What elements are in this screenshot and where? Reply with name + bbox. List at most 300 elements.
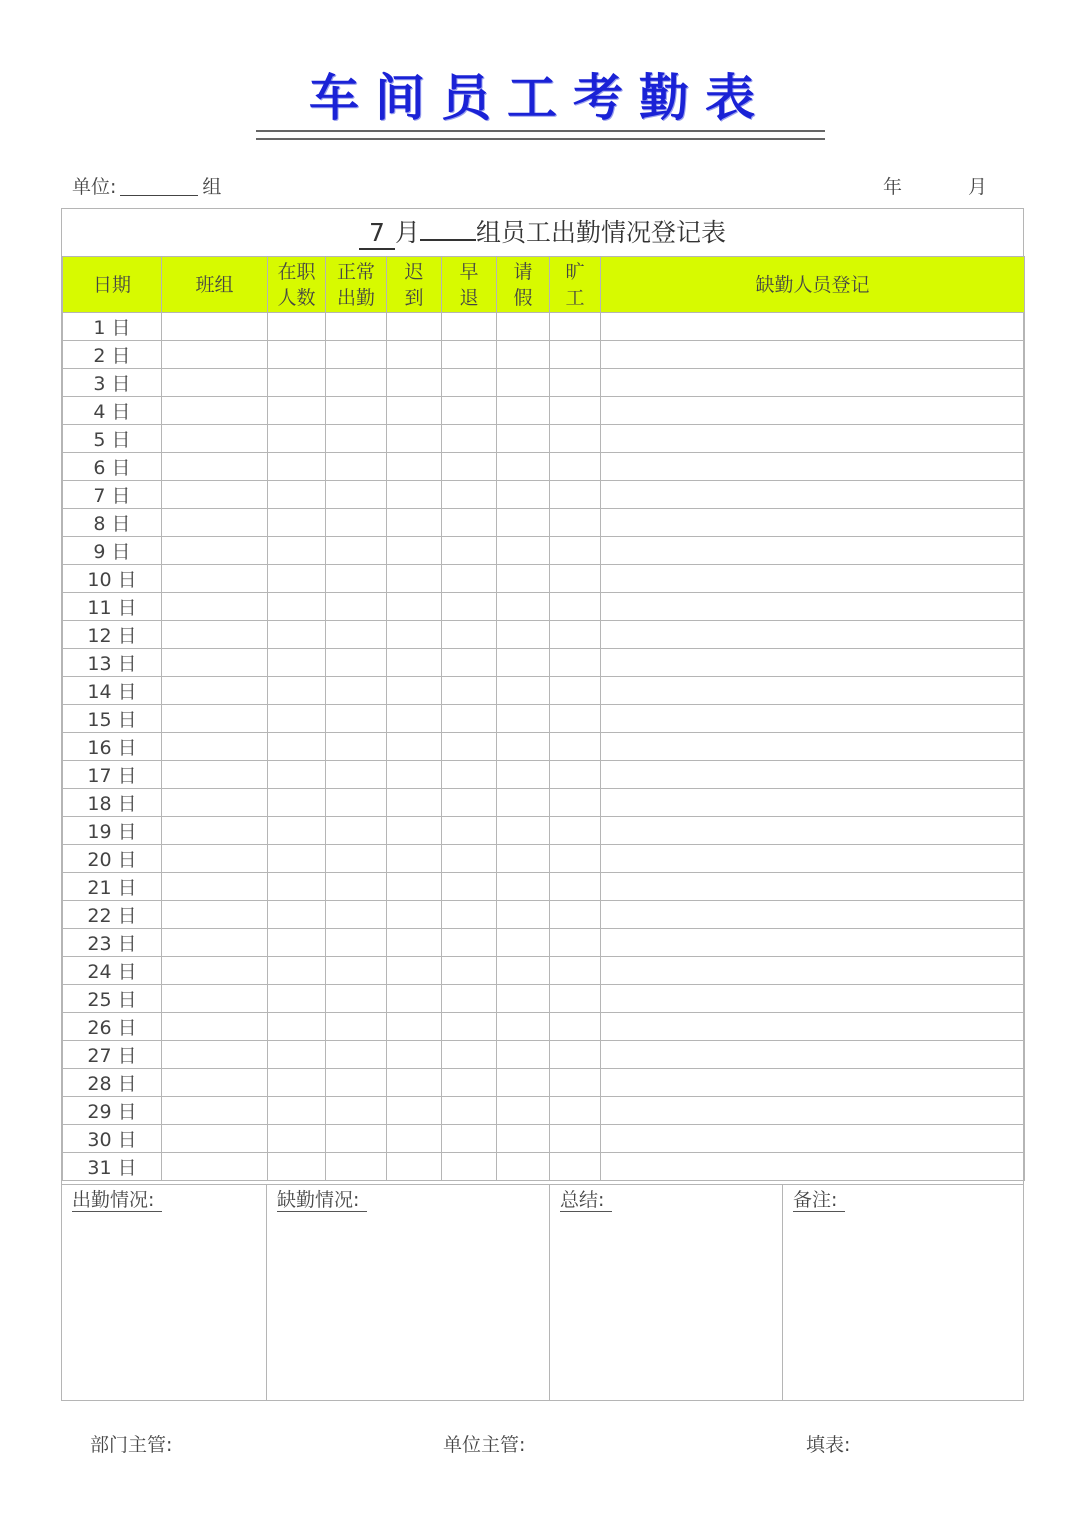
entry-cell[interactable] bbox=[162, 733, 268, 761]
entry-cell[interactable] bbox=[442, 901, 497, 929]
entry-cell[interactable] bbox=[162, 1153, 268, 1181]
day-cell: 29 日 bbox=[63, 1097, 162, 1125]
entry-cell[interactable] bbox=[550, 621, 601, 649]
entry-cell[interactable] bbox=[387, 453, 442, 481]
table-row bbox=[63, 929, 1025, 957]
entry-cell[interactable] bbox=[387, 509, 442, 537]
entry-cell[interactable] bbox=[268, 313, 326, 341]
entry-cell[interactable] bbox=[497, 313, 550, 341]
entry-cell[interactable] bbox=[387, 481, 442, 509]
day-cell: 7 日 bbox=[63, 481, 162, 509]
entry-cell[interactable] bbox=[550, 537, 601, 565]
note-attendance-label: 出勤情况: bbox=[72, 1189, 162, 1212]
entry-cell[interactable] bbox=[601, 901, 1025, 929]
entry-cell[interactable] bbox=[387, 929, 442, 957]
entry-cell[interactable] bbox=[162, 313, 268, 341]
table-row bbox=[63, 649, 1025, 677]
entry-cell[interactable] bbox=[387, 1153, 442, 1181]
entry-cell[interactable] bbox=[497, 1125, 550, 1153]
header-early-leave: 早 退 bbox=[442, 257, 497, 313]
entry-cell[interactable] bbox=[326, 817, 387, 845]
entry-cell[interactable] bbox=[601, 565, 1025, 593]
entry-cell[interactable] bbox=[550, 901, 601, 929]
entry-cell[interactable] bbox=[162, 1013, 268, 1041]
entry-cell[interactable] bbox=[497, 481, 550, 509]
entry-cell[interactable] bbox=[162, 621, 268, 649]
unit-blank[interactable] bbox=[120, 177, 198, 196]
entry-cell[interactable] bbox=[497, 453, 550, 481]
entry-cell[interactable] bbox=[442, 985, 497, 1013]
entry-cell[interactable] bbox=[326, 593, 387, 621]
note-remarks[interactable] bbox=[783, 1185, 1023, 1401]
entry-cell[interactable] bbox=[326, 649, 387, 677]
entry-cell[interactable] bbox=[601, 593, 1025, 621]
entry-cell[interactable] bbox=[442, 593, 497, 621]
entry-cell[interactable] bbox=[601, 425, 1025, 453]
entry-cell[interactable] bbox=[497, 397, 550, 425]
entry-cell[interactable] bbox=[268, 677, 326, 705]
entry-cell[interactable] bbox=[268, 957, 326, 985]
entry-cell[interactable] bbox=[326, 873, 387, 901]
entry-cell[interactable] bbox=[601, 817, 1025, 845]
entry-cell[interactable] bbox=[326, 845, 387, 873]
entry-cell[interactable] bbox=[497, 817, 550, 845]
entry-cell[interactable] bbox=[268, 789, 326, 817]
entry-cell[interactable] bbox=[550, 1069, 601, 1097]
entry-cell[interactable] bbox=[550, 425, 601, 453]
entry-cell[interactable] bbox=[387, 845, 442, 873]
entry-cell[interactable] bbox=[497, 565, 550, 593]
entry-cell[interactable] bbox=[387, 705, 442, 733]
entry-cell[interactable] bbox=[497, 341, 550, 369]
entry-cell[interactable] bbox=[162, 845, 268, 873]
entry-cell[interactable] bbox=[162, 537, 268, 565]
day-cell: 28 日 bbox=[63, 1069, 162, 1097]
entry-cell[interactable] bbox=[601, 1153, 1025, 1181]
entry-cell[interactable] bbox=[162, 985, 268, 1013]
entry-cell[interactable] bbox=[497, 957, 550, 985]
entry-cell[interactable] bbox=[387, 425, 442, 453]
entry-cell[interactable] bbox=[326, 901, 387, 929]
entry-cell[interactable] bbox=[326, 481, 387, 509]
entry-cell[interactable] bbox=[326, 509, 387, 537]
entry-cell[interactable] bbox=[601, 1125, 1025, 1153]
entry-cell[interactable] bbox=[268, 341, 326, 369]
entry-cell[interactable] bbox=[497, 1013, 550, 1041]
entry-cell[interactable] bbox=[550, 845, 601, 873]
day-cell: 4 日 bbox=[63, 397, 162, 425]
entry-cell[interactable] bbox=[550, 1153, 601, 1181]
entry-cell[interactable] bbox=[601, 397, 1025, 425]
entry-cell[interactable] bbox=[268, 1153, 326, 1181]
entry-cell[interactable] bbox=[162, 929, 268, 957]
entry-cell[interactable] bbox=[601, 705, 1025, 733]
entry-cell[interactable] bbox=[268, 761, 326, 789]
note-summary[interactable] bbox=[550, 1185, 783, 1401]
table-row bbox=[63, 705, 1025, 733]
entry-cell[interactable] bbox=[550, 565, 601, 593]
entry-cell[interactable] bbox=[550, 705, 601, 733]
entry-cell[interactable] bbox=[442, 537, 497, 565]
entry-cell[interactable] bbox=[268, 453, 326, 481]
entry-cell[interactable] bbox=[268, 537, 326, 565]
day-cell: 8 日 bbox=[63, 509, 162, 537]
entry-cell[interactable] bbox=[162, 761, 268, 789]
day-cell: 18 日 bbox=[63, 789, 162, 817]
entry-cell[interactable] bbox=[497, 1153, 550, 1181]
entry-cell[interactable] bbox=[601, 1013, 1025, 1041]
entry-cell[interactable] bbox=[442, 313, 497, 341]
entry-cell[interactable] bbox=[442, 733, 497, 761]
entry-cell[interactable] bbox=[326, 957, 387, 985]
entry-cell[interactable] bbox=[601, 957, 1025, 985]
entry-cell[interactable] bbox=[268, 929, 326, 957]
entry-cell[interactable] bbox=[268, 901, 326, 929]
entry-cell[interactable] bbox=[268, 1125, 326, 1153]
entry-cell[interactable] bbox=[162, 789, 268, 817]
entry-cell[interactable] bbox=[497, 1069, 550, 1097]
entry-cell[interactable] bbox=[442, 1069, 497, 1097]
entry-cell[interactable] bbox=[326, 313, 387, 341]
entry-cell[interactable] bbox=[497, 929, 550, 957]
entry-cell[interactable] bbox=[442, 677, 497, 705]
entry-cell[interactable] bbox=[268, 565, 326, 593]
entry-cell[interactable] bbox=[387, 957, 442, 985]
entry-cell[interactable] bbox=[442, 761, 497, 789]
header-late: 迟 到 bbox=[387, 257, 442, 313]
entry-cell[interactable] bbox=[550, 789, 601, 817]
entry-cell[interactable] bbox=[268, 1097, 326, 1125]
entry-cell[interactable] bbox=[162, 509, 268, 537]
entry-cell[interactable] bbox=[497, 873, 550, 901]
entry-cell[interactable] bbox=[162, 397, 268, 425]
entry-cell[interactable] bbox=[442, 1097, 497, 1125]
entry-cell[interactable] bbox=[497, 901, 550, 929]
entry-cell[interactable] bbox=[550, 1041, 601, 1069]
entry-cell[interactable] bbox=[387, 1125, 442, 1153]
entry-cell[interactable] bbox=[601, 621, 1025, 649]
table-row bbox=[63, 817, 1025, 845]
entry-cell[interactable] bbox=[497, 677, 550, 705]
entry-cell[interactable] bbox=[162, 341, 268, 369]
entry-cell[interactable] bbox=[442, 649, 497, 677]
entry-cell[interactable] bbox=[442, 453, 497, 481]
entry-cell[interactable] bbox=[326, 453, 387, 481]
entry-cell[interactable] bbox=[601, 649, 1025, 677]
entry-cell[interactable] bbox=[442, 817, 497, 845]
entry-cell[interactable] bbox=[387, 901, 442, 929]
entry-cell[interactable] bbox=[387, 593, 442, 621]
entry-cell[interactable] bbox=[442, 425, 497, 453]
entry-cell[interactable] bbox=[387, 341, 442, 369]
entry-cell[interactable] bbox=[162, 957, 268, 985]
entry-cell[interactable] bbox=[601, 537, 1025, 565]
entry-cell[interactable] bbox=[268, 509, 326, 537]
entry-cell[interactable] bbox=[601, 845, 1025, 873]
entry-cell[interactable] bbox=[442, 1013, 497, 1041]
entry-cell[interactable] bbox=[387, 565, 442, 593]
entry-cell[interactable] bbox=[326, 929, 387, 957]
entry-cell[interactable] bbox=[162, 369, 268, 397]
entry-cell[interactable] bbox=[550, 453, 601, 481]
entry-cell[interactable] bbox=[550, 677, 601, 705]
entry-cell[interactable] bbox=[387, 369, 442, 397]
entry-cell[interactable] bbox=[497, 649, 550, 677]
entry-cell[interactable] bbox=[601, 677, 1025, 705]
entry-cell[interactable] bbox=[550, 481, 601, 509]
entry-cell[interactable] bbox=[268, 873, 326, 901]
entry-cell[interactable] bbox=[601, 1097, 1025, 1125]
entry-cell[interactable] bbox=[387, 397, 442, 425]
entry-cell[interactable] bbox=[442, 789, 497, 817]
table-row bbox=[63, 789, 1025, 817]
entry-cell[interactable] bbox=[442, 873, 497, 901]
entry-cell[interactable] bbox=[387, 621, 442, 649]
day-cell: 2 日 bbox=[63, 341, 162, 369]
entry-cell[interactable] bbox=[497, 369, 550, 397]
entry-cell[interactable] bbox=[497, 985, 550, 1013]
entry-cell[interactable] bbox=[601, 509, 1025, 537]
entry-cell[interactable] bbox=[442, 929, 497, 957]
entry-cell[interactable] bbox=[550, 1097, 601, 1125]
entry-cell[interactable] bbox=[601, 481, 1025, 509]
title-rule-top bbox=[256, 130, 825, 132]
header-date: 日期 bbox=[63, 257, 162, 313]
entry-cell[interactable] bbox=[162, 425, 268, 453]
entry-cell[interactable] bbox=[497, 593, 550, 621]
entry-cell[interactable] bbox=[268, 845, 326, 873]
entry-cell[interactable] bbox=[162, 565, 268, 593]
table-row bbox=[63, 341, 1025, 369]
document-title: 车间员工考勤表 bbox=[309, 69, 771, 127]
entry-cell[interactable] bbox=[442, 341, 497, 369]
entry-cell[interactable] bbox=[387, 1013, 442, 1041]
table-row bbox=[63, 537, 1025, 565]
entry-cell[interactable] bbox=[550, 733, 601, 761]
entry-cell[interactable] bbox=[162, 677, 268, 705]
entry-cell[interactable] bbox=[162, 705, 268, 733]
entry-cell[interactable] bbox=[268, 481, 326, 509]
caption-month[interactable]: 7 bbox=[359, 218, 395, 250]
entry-cell[interactable] bbox=[497, 509, 550, 537]
entry-cell[interactable] bbox=[442, 397, 497, 425]
entry-cell[interactable] bbox=[601, 733, 1025, 761]
entry-cell[interactable] bbox=[497, 705, 550, 733]
entry-cell[interactable] bbox=[550, 1125, 601, 1153]
entry-cell[interactable] bbox=[326, 1069, 387, 1097]
table-row bbox=[63, 957, 1025, 985]
entry-cell[interactable] bbox=[442, 1125, 497, 1153]
entry-cell[interactable] bbox=[442, 621, 497, 649]
entry-cell[interactable] bbox=[387, 985, 442, 1013]
entry-cell[interactable] bbox=[442, 705, 497, 733]
entry-cell[interactable] bbox=[442, 957, 497, 985]
entry-cell[interactable] bbox=[387, 789, 442, 817]
day-cell: 13 日 bbox=[63, 649, 162, 677]
entry-cell[interactable] bbox=[268, 369, 326, 397]
entry-cell[interactable] bbox=[326, 565, 387, 593]
entry-cell[interactable] bbox=[387, 677, 442, 705]
entry-cell[interactable] bbox=[497, 425, 550, 453]
entry-cell[interactable] bbox=[550, 873, 601, 901]
entry-cell[interactable] bbox=[601, 873, 1025, 901]
note-attendance[interactable] bbox=[62, 1185, 267, 1401]
entry-cell[interactable] bbox=[162, 453, 268, 481]
entry-cell[interactable] bbox=[162, 649, 268, 677]
entry-cell[interactable] bbox=[601, 985, 1025, 1013]
table-row bbox=[63, 677, 1025, 705]
caption-group-blank[interactable] bbox=[420, 239, 476, 241]
entry-cell[interactable] bbox=[326, 985, 387, 1013]
day-cell: 10 日 bbox=[63, 565, 162, 593]
entry-cell[interactable] bbox=[162, 593, 268, 621]
entry-cell[interactable] bbox=[326, 537, 387, 565]
entry-cell[interactable] bbox=[326, 677, 387, 705]
entry-cell[interactable] bbox=[442, 481, 497, 509]
entry-cell[interactable] bbox=[326, 397, 387, 425]
entry-cell[interactable] bbox=[268, 1069, 326, 1097]
entry-cell[interactable] bbox=[497, 537, 550, 565]
entry-cell[interactable] bbox=[326, 1153, 387, 1181]
note-absence[interactable] bbox=[267, 1185, 550, 1401]
entry-cell[interactable] bbox=[326, 369, 387, 397]
entry-cell[interactable] bbox=[497, 621, 550, 649]
entry-cell[interactable] bbox=[268, 1013, 326, 1041]
table-row bbox=[63, 481, 1025, 509]
entry-cell[interactable] bbox=[601, 1041, 1025, 1069]
entry-cell[interactable] bbox=[326, 1013, 387, 1041]
entry-cell[interactable] bbox=[268, 649, 326, 677]
day-cell: 11 日 bbox=[63, 593, 162, 621]
entry-cell[interactable] bbox=[601, 453, 1025, 481]
entry-cell[interactable] bbox=[326, 425, 387, 453]
entry-cell[interactable] bbox=[550, 369, 601, 397]
entry-cell[interactable] bbox=[387, 817, 442, 845]
note-absence-label: 缺勤情况: bbox=[277, 1189, 367, 1212]
entry-cell[interactable] bbox=[387, 1069, 442, 1097]
entry-cell[interactable] bbox=[442, 845, 497, 873]
entry-cell[interactable] bbox=[497, 1041, 550, 1069]
entry-cell[interactable] bbox=[326, 705, 387, 733]
entry-cell[interactable] bbox=[497, 845, 550, 873]
entry-cell[interactable] bbox=[601, 761, 1025, 789]
entry-cell[interactable] bbox=[162, 1041, 268, 1069]
entry-cell[interactable] bbox=[550, 509, 601, 537]
unit-field[interactable] bbox=[72, 172, 221, 199]
entry-cell[interactable] bbox=[601, 369, 1025, 397]
entry-cell[interactable] bbox=[442, 509, 497, 537]
entry-cell[interactable] bbox=[162, 817, 268, 845]
entry-cell[interactable] bbox=[326, 761, 387, 789]
entry-cell[interactable] bbox=[268, 425, 326, 453]
entry-cell[interactable] bbox=[387, 761, 442, 789]
entry-cell[interactable] bbox=[550, 957, 601, 985]
entry-cell[interactable] bbox=[601, 929, 1025, 957]
entry-cell[interactable] bbox=[550, 817, 601, 845]
table-row bbox=[63, 733, 1025, 761]
day-cell: 9 日 bbox=[63, 537, 162, 565]
entry-cell[interactable] bbox=[268, 817, 326, 845]
entry-cell[interactable] bbox=[550, 341, 601, 369]
entry-cell[interactable] bbox=[550, 929, 601, 957]
entry-cell[interactable] bbox=[326, 621, 387, 649]
entry-cell[interactable] bbox=[326, 1097, 387, 1125]
entry-cell[interactable] bbox=[387, 1097, 442, 1125]
entry-cell[interactable] bbox=[550, 649, 601, 677]
entry-cell[interactable] bbox=[268, 1041, 326, 1069]
table-row bbox=[63, 1097, 1025, 1125]
title-rule-bottom bbox=[256, 138, 825, 140]
day-cell: 26 日 bbox=[63, 1013, 162, 1041]
sheet-caption bbox=[62, 209, 1023, 257]
entry-cell[interactable] bbox=[162, 1097, 268, 1125]
entry-cell[interactable] bbox=[326, 1041, 387, 1069]
entry-cell[interactable] bbox=[442, 1153, 497, 1181]
entry-cell[interactable] bbox=[268, 733, 326, 761]
entry-cell[interactable] bbox=[387, 873, 442, 901]
entry-cell[interactable] bbox=[601, 313, 1025, 341]
entry-cell[interactable] bbox=[550, 593, 601, 621]
entry-cell[interactable] bbox=[442, 1041, 497, 1069]
entry-cell[interactable] bbox=[387, 1041, 442, 1069]
entry-cell[interactable] bbox=[387, 313, 442, 341]
attendance-table bbox=[62, 256, 1025, 1181]
entry-cell[interactable] bbox=[550, 1013, 601, 1041]
entry-cell[interactable] bbox=[326, 341, 387, 369]
entry-cell[interactable] bbox=[497, 733, 550, 761]
entry-cell[interactable] bbox=[550, 397, 601, 425]
day-cell: 31 日 bbox=[63, 1153, 162, 1181]
header-staff-count: 在职 人数 bbox=[268, 257, 326, 313]
entry-cell[interactable] bbox=[550, 313, 601, 341]
entry-cell[interactable] bbox=[387, 733, 442, 761]
day-cell: 30 日 bbox=[63, 1125, 162, 1153]
entry-cell[interactable] bbox=[442, 565, 497, 593]
entry-cell[interactable] bbox=[387, 537, 442, 565]
header-team: 班组 bbox=[162, 257, 268, 313]
entry-cell[interactable] bbox=[601, 789, 1025, 817]
entry-cell[interactable] bbox=[326, 1125, 387, 1153]
entry-cell[interactable] bbox=[497, 1097, 550, 1125]
table-row bbox=[63, 453, 1025, 481]
entry-cell[interactable] bbox=[442, 369, 497, 397]
day-cell: 27 日 bbox=[63, 1041, 162, 1069]
entry-cell[interactable] bbox=[326, 733, 387, 761]
entry-cell[interactable] bbox=[550, 985, 601, 1013]
table-row bbox=[63, 1041, 1025, 1069]
day-cell: 14 日 bbox=[63, 677, 162, 705]
entry-cell[interactable] bbox=[497, 761, 550, 789]
entry-cell[interactable] bbox=[268, 705, 326, 733]
entry-cell[interactable] bbox=[162, 481, 268, 509]
entry-cell[interactable] bbox=[268, 593, 326, 621]
table-row bbox=[63, 369, 1025, 397]
entry-cell[interactable] bbox=[268, 397, 326, 425]
entry-cell[interactable] bbox=[162, 873, 268, 901]
entry-cell[interactable] bbox=[601, 1069, 1025, 1097]
entry-cell[interactable] bbox=[601, 341, 1025, 369]
entry-cell[interactable] bbox=[162, 1125, 268, 1153]
entry-cell[interactable] bbox=[550, 761, 601, 789]
entry-cell[interactable] bbox=[268, 985, 326, 1013]
entry-cell[interactable] bbox=[497, 789, 550, 817]
entry-cell[interactable] bbox=[268, 621, 326, 649]
entry-cell[interactable] bbox=[326, 789, 387, 817]
entry-cell[interactable] bbox=[162, 901, 268, 929]
day-cell: 6 日 bbox=[63, 453, 162, 481]
entry-cell[interactable] bbox=[387, 649, 442, 677]
entry-cell[interactable] bbox=[162, 1069, 268, 1097]
